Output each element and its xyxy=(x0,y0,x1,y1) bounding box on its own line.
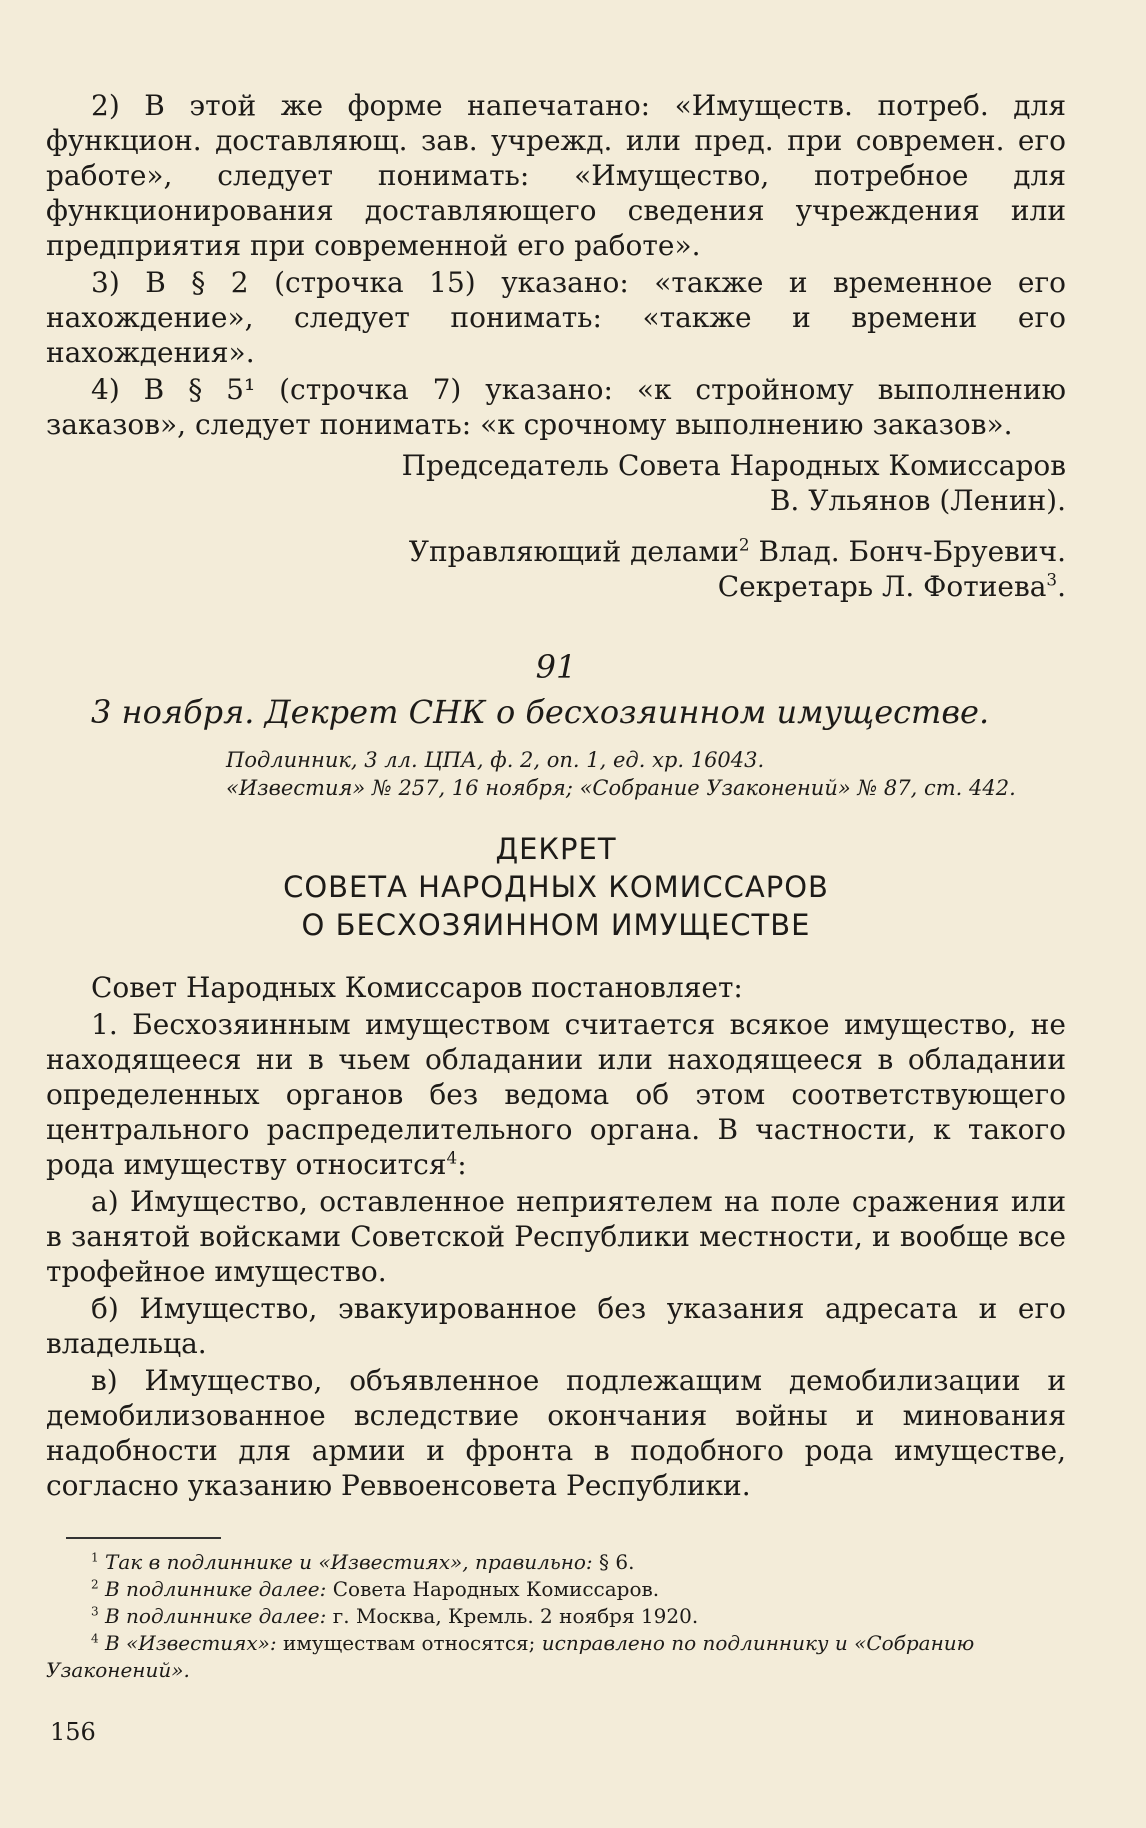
footnotes xyxy=(46,1549,1066,1684)
decree-item-a: а) Имущество, оставленное неприятелем на поле сражения или в занятой войсками Советской Республики местности, и вообще все трофейное имущество. xyxy=(46,1185,1066,1288)
book-page xyxy=(46,88,1066,1684)
footnote-italic: В подлиннике далее: xyxy=(105,1577,327,1601)
footnote-divider xyxy=(66,1537,221,1539)
item-1-text: 1. Бесхозяинным имуществом считается всякое имущество, не находящееся ни в чьем обладании или находящееся в обладании определенных органов без ведома об этом соответствующего центрального распределительного органа. В частности, к такого рода имуществу относится xyxy=(46,1008,1066,1181)
decree-preamble: Совет Народных Комиссаров постановляет: xyxy=(91,971,743,1004)
footnote-4 xyxy=(46,1630,1066,1684)
secretary-signature xyxy=(46,569,1066,604)
footnote-ref-3: 3 xyxy=(1046,569,1058,590)
footnote-italic: В «Известиях»: xyxy=(105,1631,277,1655)
signature-chairman xyxy=(46,448,1066,518)
decree-item-v: в) Имущество, объявленное подлежащим демобилизации и демобилизованное вследствие окончания войны и минования надобности для армии и фронта в подобного рода имуществе, согласно указанию Реввоенсовета Республики. xyxy=(46,1364,1066,1502)
decree-title-line-2: СОВЕТА НАРОДНЫХ КОМИССАРОВ xyxy=(283,870,829,904)
paragraph-item-2: 2) В этой же форме напечатано: «Имуществ. потреб. для функцион. доставляющ. зав. учрежд. или пред. при современ. его работе», следует понимать: «Имущество, потребное для функционирования доставляющего сведения учреждения или предприятия при современной его работе». xyxy=(46,89,1066,262)
secretary-end: . xyxy=(1057,570,1066,603)
source-line-2: «Известия» № 257, 16 ноября; «Собрание Узаконений» № 87, ст. 442. xyxy=(226,776,1016,800)
manager-signature xyxy=(46,534,1066,569)
manager-name: Влад. Бонч-Бруевич. xyxy=(758,535,1066,568)
footnote-3 xyxy=(46,1603,1066,1630)
secretary-text: Секретарь Л. Фотиева xyxy=(717,570,1047,603)
footnote-italic-2: исправлено по подлиннику и «Собранию Узаконений». xyxy=(46,1631,975,1682)
item-1-end: : xyxy=(457,1148,467,1181)
decree-title xyxy=(46,830,1066,944)
footnote-plain: Совета Народных Комиссаров. xyxy=(326,1577,660,1601)
footnote-number: 4 xyxy=(91,1631,99,1646)
footnote-plain: § 6. xyxy=(592,1550,635,1574)
footnote-italic: Так в подлиннике и «Известиях», правильно: xyxy=(105,1550,593,1574)
paragraph-item-4: 4) В § 5¹ (строчка 7) указано: «к стройному выполнению заказов», следует понимать: «к срочному выполнению заказов». xyxy=(46,373,1066,441)
chairman-name: В. Ульянов (Ленин). xyxy=(769,484,1066,517)
decree-item-b: б) Имущество, эвакуированное без указания адресата и его владельца. xyxy=(46,1292,1066,1360)
document-heading: 3 ноября. Декрет СНК о бесхозяинном имуществе. xyxy=(91,693,990,731)
decree-title-line-1: ДЕКРЕТ xyxy=(495,832,617,866)
decree-item-1 xyxy=(46,1007,1066,1182)
footnote-number: 2 xyxy=(91,1577,99,1592)
footnote-2 xyxy=(46,1576,1066,1603)
footnote-ref-4: 4 xyxy=(446,1147,458,1168)
footnote-number: 1 xyxy=(91,1550,99,1565)
footnote-ref-2: 2 xyxy=(738,534,750,555)
footnote-italic: В подлиннике далее: xyxy=(105,1604,327,1628)
paragraph-item-3: 3) В § 2 (строчка 15) указано: «также и временное его нахождение», следует понимать: «также и времени его нахождения». xyxy=(46,266,1066,369)
footnote-1 xyxy=(46,1549,1066,1576)
footnote-plain: имуществам относятся; xyxy=(276,1631,542,1655)
decree-title-line-3: О БЕСХОЗЯИННОМ ИМУЩЕСТВЕ xyxy=(301,908,811,942)
footnote-plain: г. Москва, Кремль. 2 ноября 1920. xyxy=(326,1604,699,1628)
manager-text: Управляющий делами xyxy=(408,535,739,568)
footnote-number: 3 xyxy=(91,1604,99,1619)
page-number: 156 xyxy=(50,1718,96,1746)
signature-others xyxy=(46,534,1066,604)
source-line-1: Подлинник, 3 лл. ЦПА, ф. 2, оп. 1, ед. хр. 16043. xyxy=(226,748,765,772)
chairman-title: Председатель Совета Народных Комиссаров xyxy=(401,449,1066,482)
document-number: 91 xyxy=(535,648,577,686)
